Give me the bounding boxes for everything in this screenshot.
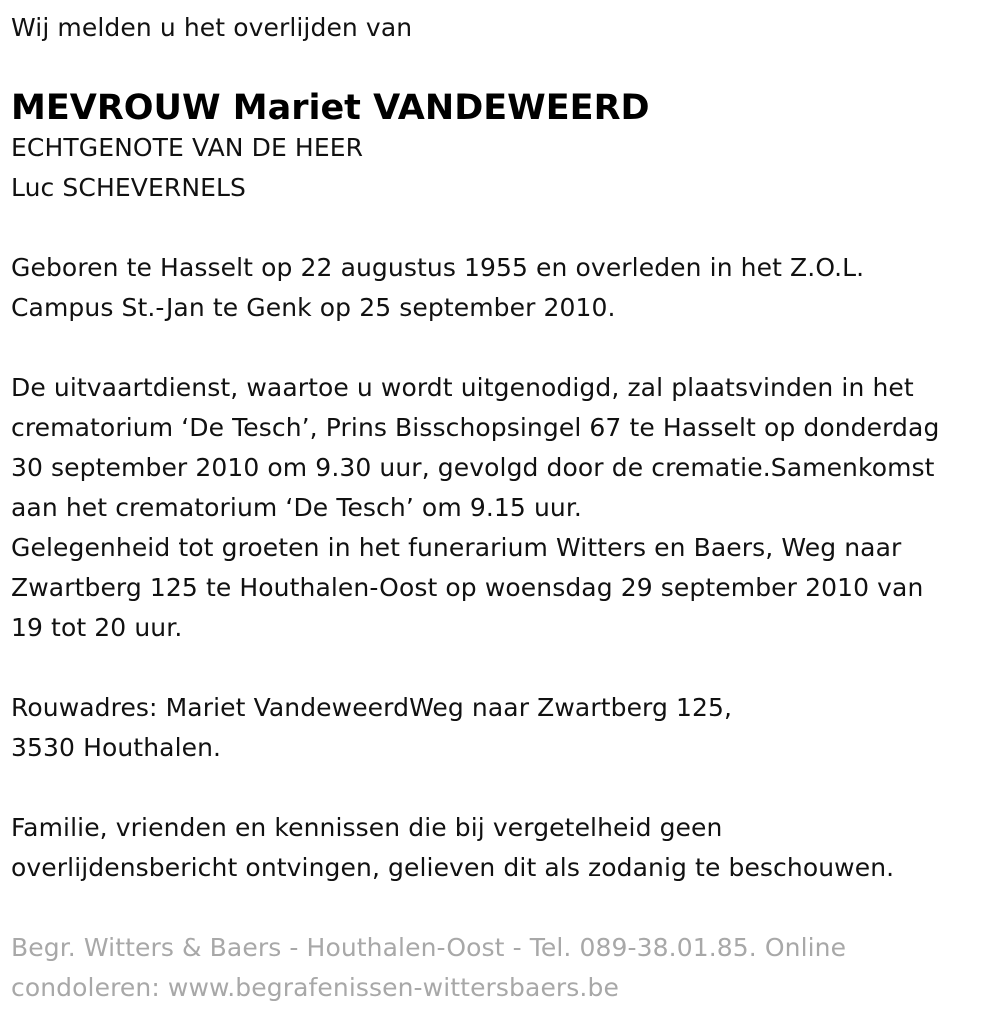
- spacer: [11, 768, 1000, 808]
- address-paragraph: [11, 688, 1000, 768]
- closing-paragraph: [11, 808, 1000, 888]
- paragraph-line: aan het crematorium ‘De Tesch’ om 9.15 uur.: [11, 493, 582, 522]
- spacer: [11, 648, 1000, 688]
- intro-text: Wij melden u het overlijden van: [11, 13, 413, 42]
- paragraph-line: Familie, vrienden en kennissen die bij vergetelheid geen: [11, 813, 723, 842]
- paragraph-line: Rouwadres: Mariet VandeweerdWeg naar Zwartberg 125,: [11, 693, 733, 722]
- spacer: [11, 888, 1000, 928]
- spacer: [11, 208, 1000, 248]
- paragraph-line: crematorium ‘De Tesch’, Prins Bisschopsingel 67 te Hasselt op donderdag: [11, 413, 940, 442]
- deceased-name: MEVROUW Mariet VANDEWEERD: [11, 88, 650, 128]
- relation-text: ECHTGENOTE VAN DE HEER: [11, 133, 364, 162]
- paragraph-line: Gelegenheid tot groeten in het funerarium Witters en Baers, Weg naar: [11, 533, 902, 562]
- ceremony-paragraph: [11, 368, 1000, 648]
- paragraph-line: Campus St.-Jan te Genk op 25 september 2010.: [11, 293, 616, 322]
- paragraph-line: overlijdensbericht ontvingen, gelieven dit als zodanig te beschouwen.: [11, 853, 895, 882]
- spouse-name: Luc SCHEVERNELS: [11, 173, 247, 202]
- birth-death-paragraph: [11, 248, 1000, 328]
- spacer: [11, 328, 1000, 368]
- footer-line: condoleren: www.begrafenissen-wittersbaers.be: [11, 973, 619, 1002]
- paragraph-line: Geboren te Hasselt op 22 augustus 1955 en overleden in het Z.O.L.: [11, 253, 865, 282]
- paragraph-line: De uitvaartdienst, waartoe u wordt uitgenodigd, zal plaatsvinden in het: [11, 373, 914, 402]
- footer-line: Begr. Witters & Baers - Houthalen-Oost - Tel. 089-38.01.85. Online: [11, 933, 847, 962]
- paragraph-line: 30 september 2010 om 9.30 uur, gevolgd door de crematie.Samenkomst: [11, 453, 935, 482]
- paragraph-line: 3530 Houthalen.: [11, 733, 222, 762]
- paragraph-line: Zwartberg 125 te Houthalen-Oost op woensdag 29 september 2010 van: [11, 573, 924, 602]
- funeral-home-footer: [11, 928, 1000, 1008]
- paragraph-line: 19 tot 20 uur.: [11, 613, 183, 642]
